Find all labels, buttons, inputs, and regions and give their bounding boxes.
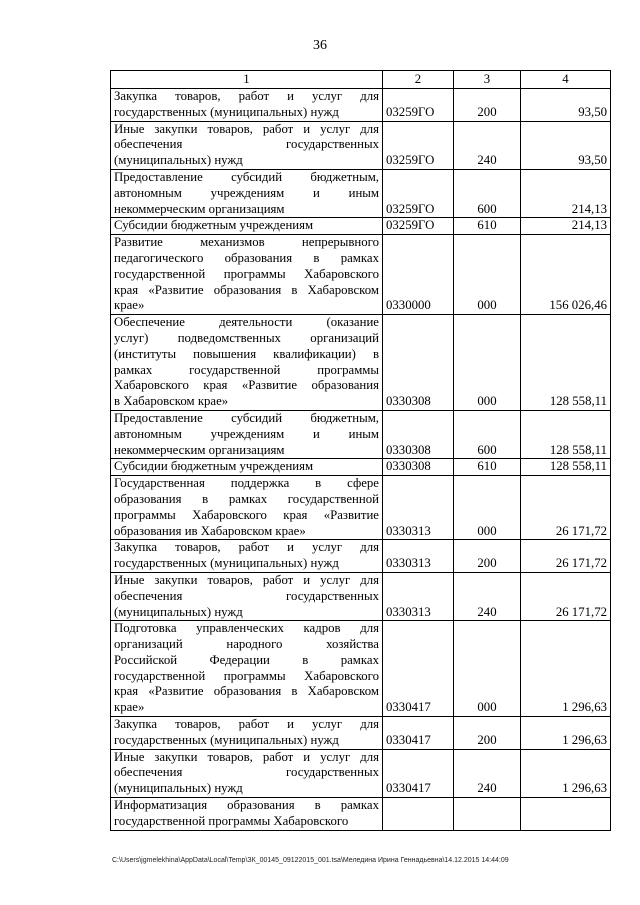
- description-line: обеспечения государственных: [114, 765, 379, 780]
- table-row: [111, 572, 611, 620]
- row-amount: 93,50: [521, 121, 611, 169]
- description-line: образования в рамках государственной: [114, 491, 379, 506]
- description-line: государственных (муниципальных) нужд: [114, 104, 339, 119]
- page-number: 36: [313, 38, 327, 53]
- row-amount: 1 296,63: [521, 621, 611, 717]
- description-line: Иные закупки товаров, работ и услуг для: [114, 749, 379, 764]
- row-expense-type: 600: [454, 410, 521, 458]
- budget-table: [110, 70, 611, 831]
- description-line: услуг) подведомственных организаций: [114, 330, 379, 345]
- row-target-code: 0330000: [383, 235, 454, 315]
- table-row: [111, 410, 611, 458]
- description-line: государственной программы Хабаровского: [114, 266, 379, 281]
- table-header: [111, 71, 611, 89]
- row-expense-type: 000: [454, 315, 521, 411]
- description-line: Иные закупки товаров, работ и услуг для: [114, 572, 379, 587]
- row-target-code: 0330417: [383, 621, 454, 717]
- row-amount: 156 026,46: [521, 235, 611, 315]
- description-line: организаций народного хозяйства: [114, 637, 379, 652]
- description-line: государственных (муниципальных) нужд: [114, 732, 339, 747]
- description-line: (муниципальных) нужд: [114, 604, 243, 619]
- description-line: крае»: [114, 700, 145, 715]
- row-amount: 93,50: [521, 89, 611, 122]
- table-row: [111, 169, 611, 217]
- description-line: (институты повышения квалификации) в: [114, 346, 379, 361]
- row-description: [111, 717, 383, 750]
- row-expense-type: 610: [454, 218, 521, 235]
- row-description: [111, 169, 383, 217]
- description-line: края «Развитие образования в Хабаровском: [114, 282, 379, 297]
- table-row: [111, 235, 611, 315]
- description-line: Государственная поддержка в сфере: [114, 476, 379, 491]
- description-line: крае»: [114, 298, 145, 313]
- row-target-code: 0330313: [383, 572, 454, 620]
- row-description: [111, 89, 383, 122]
- row-target-code: 0330417: [383, 717, 454, 750]
- description-line: Информатизация образования в рамках: [114, 798, 379, 813]
- table-row: [111, 459, 611, 476]
- description-line: Предоставление субсидий бюджетным,: [114, 169, 379, 184]
- description-line: Субсидии бюджетным учреждениям: [114, 218, 314, 233]
- footer-file-path: C:\Users\jgmelekhina\AppData\Local\Temp\ЗК_00145_09122015_001.tsa\Меледина Ирина Геннадьевна\14.12.2015 14:44:09: [112, 857, 509, 864]
- table-row: [111, 315, 611, 411]
- description-line: Закупка товаров, работ и услуг для: [114, 89, 379, 103]
- header-col-3: 3: [454, 71, 521, 89]
- description-line: Обеспечение деятельности (оказание: [114, 315, 379, 330]
- description-line: обеспечения государственных: [114, 137, 379, 152]
- row-amount: [521, 798, 611, 831]
- description-line: Субсидии бюджетным учреждениям: [114, 459, 314, 474]
- description-line: образования ив Хабаровском крае»: [114, 523, 306, 538]
- row-expense-type: 200: [454, 717, 521, 750]
- description-line: некоммерческим организациям: [114, 201, 285, 216]
- row-target-code: 03259ГО: [383, 121, 454, 169]
- row-expense-type: 240: [454, 121, 521, 169]
- row-description: [111, 540, 383, 573]
- row-amount: 214,13: [521, 218, 611, 235]
- row-description: [111, 476, 383, 540]
- row-target-code: 03259ГО: [383, 218, 454, 235]
- description-line: автономным учреждениям и иным: [114, 426, 379, 441]
- description-line: (муниципальных) нужд: [114, 153, 243, 168]
- description-line: края «Развитие образования в Хабаровском: [114, 684, 379, 699]
- description-line: рамках государственной программы: [114, 362, 379, 377]
- description-line: Закупка товаров, работ и услуг для: [114, 540, 379, 555]
- header-col-2: 2: [383, 71, 454, 89]
- header-col-4: 4: [521, 71, 611, 89]
- row-description: [111, 121, 383, 169]
- table-row: [111, 121, 611, 169]
- description-line: государственной программы Хабаровского: [114, 813, 349, 828]
- row-description: [111, 235, 383, 315]
- description-line: государственной программы Хабаровского: [114, 668, 379, 683]
- row-amount: 128 558,11: [521, 315, 611, 411]
- description-line: Закупка товаров, работ и услуг для: [114, 717, 379, 732]
- row-expense-type: 200: [454, 540, 521, 573]
- row-expense-type: [454, 798, 521, 831]
- table-row: [111, 89, 611, 122]
- table-body: [111, 89, 611, 831]
- row-target-code: 0330308: [383, 315, 454, 411]
- header-col-1: 1: [111, 71, 383, 89]
- row-amount: 26 171,72: [521, 540, 611, 573]
- description-line: автономным учреждениям и иным: [114, 185, 379, 200]
- row-amount: 1 296,63: [521, 749, 611, 797]
- row-description: [111, 218, 383, 235]
- row-description: [111, 410, 383, 458]
- row-expense-type: 600: [454, 169, 521, 217]
- description-line: некоммерческим организациям: [114, 442, 285, 457]
- row-description: [111, 749, 383, 797]
- description-line: Предоставление субсидий бюджетным,: [114, 410, 379, 425]
- description-line: обеспечения государственных: [114, 588, 379, 603]
- description-line: программы Хабаровского края «Развитие: [114, 507, 379, 522]
- description-line: (муниципальных) нужд: [114, 781, 243, 796]
- table-row: [111, 218, 611, 235]
- row-amount: 214,13: [521, 169, 611, 217]
- description-line: Иные закупки товаров, работ и услуг для: [114, 121, 379, 136]
- table-row: [111, 621, 611, 717]
- description-line: педагогического образования в рамках: [114, 250, 379, 265]
- row-description: [111, 798, 383, 831]
- row-amount: 1 296,63: [521, 717, 611, 750]
- row-description: [111, 315, 383, 411]
- row-target-code: 0330308: [383, 410, 454, 458]
- row-expense-type: 610: [454, 459, 521, 476]
- row-expense-type: 240: [454, 749, 521, 797]
- table-row: [111, 476, 611, 540]
- row-target-code: 03259ГО: [383, 89, 454, 122]
- description-line: Подготовка управленческих кадров для: [114, 621, 379, 636]
- table-row: [111, 798, 611, 831]
- row-target-code: 03259ГО: [383, 169, 454, 217]
- row-amount: 128 558,11: [521, 410, 611, 458]
- row-description: [111, 572, 383, 620]
- row-expense-type: 000: [454, 476, 521, 540]
- description-line: в Хабаровском крае»: [114, 394, 229, 409]
- description-line: Российской Федерации в рамках: [114, 652, 379, 667]
- row-expense-type: 000: [454, 235, 521, 315]
- row-expense-type: 200: [454, 89, 521, 122]
- row-description: [111, 621, 383, 717]
- description-line: Хабаровского края «Развитие образования: [114, 378, 379, 393]
- row-target-code: 0330313: [383, 540, 454, 573]
- row-amount: 128 558,11: [521, 459, 611, 476]
- table-row: [111, 749, 611, 797]
- table-row: [111, 717, 611, 750]
- row-expense-type: 000: [454, 621, 521, 717]
- table-row: [111, 540, 611, 573]
- row-target-code: 0330308: [383, 459, 454, 476]
- row-target-code: [383, 798, 454, 831]
- description-line: Развитие механизмов непрерывного: [114, 235, 379, 250]
- row-target-code: 0330313: [383, 476, 454, 540]
- row-target-code: 0330417: [383, 749, 454, 797]
- row-amount: 26 171,72: [521, 476, 611, 540]
- description-line: государственных (муниципальных) нужд: [114, 556, 339, 571]
- row-description: [111, 459, 383, 476]
- row-expense-type: 240: [454, 572, 521, 620]
- row-amount: 26 171,72: [521, 572, 611, 620]
